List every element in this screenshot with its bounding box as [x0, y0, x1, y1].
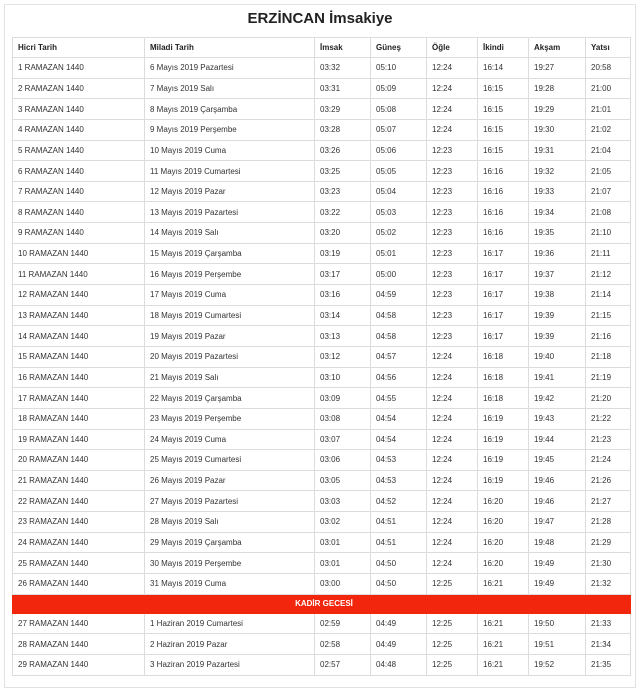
cell-ikindi: 16:16: [478, 181, 529, 202]
cell-ogle: 12:23: [427, 264, 478, 285]
cell-imsak: 03:23: [315, 181, 371, 202]
cell-hicri-tarih: 8 RAMAZAN 1440: [13, 202, 145, 223]
cell-yatsi: 21:23: [586, 429, 631, 450]
cell-gunes: 05:10: [371, 58, 427, 79]
cell-ikindi: 16:17: [478, 285, 529, 306]
cell-yatsi: 21:19: [586, 367, 631, 388]
cell-ikindi: 16:19: [478, 408, 529, 429]
table-row: [13, 223, 631, 244]
cell-gunes: 04:56: [371, 367, 427, 388]
table-row: [13, 408, 631, 429]
cell-yatsi: 21:22: [586, 408, 631, 429]
cell-gunes: 04:50: [371, 553, 427, 574]
cell-yatsi: 21:00: [586, 78, 631, 99]
cell-aksam: 19:46: [529, 491, 586, 512]
cell-ogle: 12:24: [427, 512, 478, 533]
cell-gunes: 05:05: [371, 161, 427, 182]
cell-miladi-tarih: 11 Mayıs 2019 Cumartesi: [145, 161, 315, 182]
cell-aksam: 19:46: [529, 470, 586, 491]
cell-miladi-tarih: 24 Mayıs 2019 Cuma: [145, 429, 315, 450]
table-row: [13, 367, 631, 388]
cell-ogle: 12:25: [427, 613, 478, 634]
cell-yatsi: 21:18: [586, 346, 631, 367]
cell-imsak: 03:01: [315, 532, 371, 553]
cell-miladi-tarih: 2 Haziran 2019 Pazar: [145, 634, 315, 655]
cell-ikindi: 16:18: [478, 388, 529, 409]
cell-aksam: 19:40: [529, 346, 586, 367]
kadir-gecesi-row: [13, 594, 631, 613]
cell-yatsi: 21:12: [586, 264, 631, 285]
cell-imsak: 03:17: [315, 264, 371, 285]
cell-ogle: 12:24: [427, 470, 478, 491]
cell-miladi-tarih: 6 Mayıs 2019 Pazartesi: [145, 58, 315, 79]
header-miladi-tarih: Miladi Tarih: [145, 38, 315, 58]
table-body: [13, 58, 631, 676]
cell-gunes: 05:09: [371, 78, 427, 99]
cell-aksam: 19:27: [529, 58, 586, 79]
cell-aksam: 19:41: [529, 367, 586, 388]
cell-gunes: 04:49: [371, 613, 427, 634]
cell-gunes: 04:54: [371, 429, 427, 450]
cell-miladi-tarih: 12 Mayıs 2019 Pazar: [145, 181, 315, 202]
cell-ikindi: 16:19: [478, 470, 529, 491]
cell-hicri-tarih: 17 RAMAZAN 1440: [13, 388, 145, 409]
cell-gunes: 04:52: [371, 491, 427, 512]
table-row: [13, 346, 631, 367]
table-row: [13, 450, 631, 471]
cell-aksam: 19:44: [529, 429, 586, 450]
cell-yatsi: 21:20: [586, 388, 631, 409]
cell-miladi-tarih: 3 Haziran 2019 Pazartesi: [145, 654, 315, 675]
cell-ikindi: 16:16: [478, 202, 529, 223]
cell-aksam: 19:49: [529, 553, 586, 574]
cell-hicri-tarih: 21 RAMAZAN 1440: [13, 470, 145, 491]
table-row: [13, 326, 631, 347]
cell-miladi-tarih: 8 Mayıs 2019 Çarşamba: [145, 99, 315, 120]
cell-imsak: 03:25: [315, 161, 371, 182]
cell-ikindi: 16:19: [478, 450, 529, 471]
cell-aksam: 19:30: [529, 119, 586, 140]
cell-ogle: 12:23: [427, 285, 478, 306]
cell-miladi-tarih: 17 Mayıs 2019 Cuma: [145, 285, 315, 306]
cell-gunes: 04:51: [371, 532, 427, 553]
table-row: [13, 140, 631, 161]
cell-gunes: 04:55: [371, 388, 427, 409]
cell-hicri-tarih: 18 RAMAZAN 1440: [13, 408, 145, 429]
cell-gunes: 05:07: [371, 119, 427, 140]
table-row: [13, 470, 631, 491]
cell-ogle: 12:23: [427, 161, 478, 182]
table-row: [13, 429, 631, 450]
cell-ikindi: 16:16: [478, 223, 529, 244]
cell-ogle: 12:24: [427, 553, 478, 574]
cell-ikindi: 16:15: [478, 99, 529, 120]
cell-imsak: 03:00: [315, 574, 371, 595]
cell-ogle: 12:24: [427, 346, 478, 367]
cell-miladi-tarih: 10 Mayıs 2019 Cuma: [145, 140, 315, 161]
cell-yatsi: 21:28: [586, 512, 631, 533]
cell-imsak: 03:20: [315, 223, 371, 244]
cell-imsak: 03:28: [315, 119, 371, 140]
table-row: [13, 388, 631, 409]
cell-yatsi: 21:32: [586, 574, 631, 595]
cell-aksam: 19:39: [529, 305, 586, 326]
cell-ikindi: 16:20: [478, 532, 529, 553]
cell-ogle: 12:23: [427, 223, 478, 244]
cell-ogle: 12:24: [427, 58, 478, 79]
cell-miladi-tarih: 26 Mayıs 2019 Pazar: [145, 470, 315, 491]
cell-aksam: 19:52: [529, 654, 586, 675]
cell-miladi-tarih: 22 Mayıs 2019 Çarşamba: [145, 388, 315, 409]
cell-hicri-tarih: 3 RAMAZAN 1440: [13, 99, 145, 120]
cell-hicri-tarih: 26 RAMAZAN 1440: [13, 574, 145, 595]
cell-yatsi: 21:11: [586, 243, 631, 264]
table-row: [13, 181, 631, 202]
cell-ogle: 12:24: [427, 99, 478, 120]
header-row: [13, 38, 631, 58]
cell-ogle: 12:24: [427, 429, 478, 450]
cell-aksam: 19:39: [529, 326, 586, 347]
cell-yatsi: 21:04: [586, 140, 631, 161]
header-ogle: Öğle: [427, 38, 478, 58]
table-row: [13, 264, 631, 285]
header-hicri-tarih: Hicri Tarih: [13, 38, 145, 58]
cell-aksam: 19:49: [529, 574, 586, 595]
cell-imsak: 03:12: [315, 346, 371, 367]
cell-ogle: 12:24: [427, 491, 478, 512]
cell-aksam: 19:38: [529, 285, 586, 306]
cell-gunes: 04:48: [371, 654, 427, 675]
cell-ogle: 12:23: [427, 140, 478, 161]
header-yatsi: Yatsı: [586, 38, 631, 58]
imsakiye-table: [12, 37, 631, 676]
cell-ikindi: 16:21: [478, 613, 529, 634]
cell-gunes: 05:02: [371, 223, 427, 244]
cell-yatsi: 21:10: [586, 223, 631, 244]
table-row: [13, 285, 631, 306]
cell-yatsi: 21:14: [586, 285, 631, 306]
cell-miladi-tarih: 19 Mayıs 2019 Pazar: [145, 326, 315, 347]
cell-ogle: 12:24: [427, 367, 478, 388]
header-gunes: Güneş: [371, 38, 427, 58]
cell-hicri-tarih: 4 RAMAZAN 1440: [13, 119, 145, 140]
cell-aksam: 19:50: [529, 613, 586, 634]
table-header: [13, 38, 631, 58]
cell-gunes: 04:49: [371, 634, 427, 655]
cell-ogle: 12:24: [427, 532, 478, 553]
cell-ikindi: 16:21: [478, 654, 529, 675]
table-row: [13, 202, 631, 223]
cell-yatsi: 21:33: [586, 613, 631, 634]
cell-aksam: 19:45: [529, 450, 586, 471]
cell-ikindi: 16:20: [478, 491, 529, 512]
cell-yatsi: 21:27: [586, 491, 631, 512]
cell-gunes: 04:59: [371, 285, 427, 306]
cell-gunes: 04:50: [371, 574, 427, 595]
cell-miladi-tarih: 20 Mayıs 2019 Pazartesi: [145, 346, 315, 367]
cell-hicri-tarih: 10 RAMAZAN 1440: [13, 243, 145, 264]
cell-aksam: 19:36: [529, 243, 586, 264]
cell-hicri-tarih: 14 RAMAZAN 1440: [13, 326, 145, 347]
cell-miladi-tarih: 31 Mayıs 2019 Cuma: [145, 574, 315, 595]
cell-aksam: 19:33: [529, 181, 586, 202]
cell-yatsi: 21:05: [586, 161, 631, 182]
cell-hicri-tarih: 11 RAMAZAN 1440: [13, 264, 145, 285]
cell-hicri-tarih: 29 RAMAZAN 1440: [13, 654, 145, 675]
table-row: [13, 491, 631, 512]
cell-ogle: 12:23: [427, 202, 478, 223]
cell-ikindi: 16:15: [478, 140, 529, 161]
cell-hicri-tarih: 20 RAMAZAN 1440: [13, 450, 145, 471]
cell-gunes: 05:03: [371, 202, 427, 223]
cell-ogle: 12:24: [427, 119, 478, 140]
cell-aksam: 19:47: [529, 512, 586, 533]
cell-ogle: 12:25: [427, 654, 478, 675]
cell-imsak: 03:13: [315, 326, 371, 347]
cell-miladi-tarih: 27 Mayıs 2019 Pazartesi: [145, 491, 315, 512]
table-row: [13, 634, 631, 655]
cell-miladi-tarih: 29 Mayıs 2019 Çarşamba: [145, 532, 315, 553]
cell-ikindi: 16:17: [478, 305, 529, 326]
cell-gunes: 04:53: [371, 470, 427, 491]
cell-hicri-tarih: 25 RAMAZAN 1440: [13, 553, 145, 574]
cell-hicri-tarih: 19 RAMAZAN 1440: [13, 429, 145, 450]
table-row: [13, 119, 631, 140]
cell-imsak: 03:22: [315, 202, 371, 223]
page-title: ERZİNCAN İmsakiye: [247, 10, 393, 27]
cell-gunes: 04:54: [371, 408, 427, 429]
cell-hicri-tarih: 12 RAMAZAN 1440: [13, 285, 145, 306]
cell-aksam: 19:43: [529, 408, 586, 429]
cell-imsak: 03:19: [315, 243, 371, 264]
cell-ogle: 12:23: [427, 305, 478, 326]
cell-ikindi: 16:21: [478, 574, 529, 595]
cell-ikindi: 16:17: [478, 264, 529, 285]
cell-imsak: 03:07: [315, 429, 371, 450]
kadir-gecesi-label: KADİR GECESİ: [13, 594, 631, 613]
cell-imsak: 02:57: [315, 654, 371, 675]
cell-hicri-tarih: 16 RAMAZAN 1440: [13, 367, 145, 388]
cell-miladi-tarih: 25 Mayıs 2019 Cumartesi: [145, 450, 315, 471]
cell-aksam: 19:29: [529, 99, 586, 120]
cell-ogle: 12:24: [427, 450, 478, 471]
cell-hicri-tarih: 13 RAMAZAN 1440: [13, 305, 145, 326]
cell-imsak: 03:09: [315, 388, 371, 409]
cell-gunes: 04:58: [371, 326, 427, 347]
cell-hicri-tarih: 15 RAMAZAN 1440: [13, 346, 145, 367]
cell-imsak: 03:29: [315, 99, 371, 120]
cell-miladi-tarih: 9 Mayıs 2019 Perşembe: [145, 119, 315, 140]
cell-yatsi: 21:30: [586, 553, 631, 574]
table-row: [13, 58, 631, 79]
cell-imsak: 03:03: [315, 491, 371, 512]
cell-hicri-tarih: 24 RAMAZAN 1440: [13, 532, 145, 553]
table-row: [13, 243, 631, 264]
cell-miladi-tarih: 18 Mayıs 2019 Cumartesi: [145, 305, 315, 326]
header-imsak: İmsak: [315, 38, 371, 58]
cell-miladi-tarih: 23 Mayıs 2019 Perşembe: [145, 408, 315, 429]
cell-yatsi: 21:29: [586, 532, 631, 553]
cell-yatsi: 21:34: [586, 634, 631, 655]
cell-ikindi: 16:19: [478, 429, 529, 450]
table-row: [13, 613, 631, 634]
cell-ikindi: 16:18: [478, 367, 529, 388]
cell-hicri-tarih: 7 RAMAZAN 1440: [13, 181, 145, 202]
cell-imsak: 03:02: [315, 512, 371, 533]
cell-yatsi: 21:16: [586, 326, 631, 347]
table-row: [13, 532, 631, 553]
cell-ogle: 12:24: [427, 408, 478, 429]
cell-hicri-tarih: 22 RAMAZAN 1440: [13, 491, 145, 512]
table-row: [13, 161, 631, 182]
cell-miladi-tarih: 30 Mayıs 2019 Perşembe: [145, 553, 315, 574]
cell-gunes: 05:00: [371, 264, 427, 285]
cell-miladi-tarih: 1 Haziran 2019 Cumartesi: [145, 613, 315, 634]
cell-gunes: 05:06: [371, 140, 427, 161]
cell-yatsi: 21:08: [586, 202, 631, 223]
cell-ikindi: 16:17: [478, 243, 529, 264]
cell-ikindi: 16:21: [478, 634, 529, 655]
cell-yatsi: 21:24: [586, 450, 631, 471]
cell-yatsi: 21:01: [586, 99, 631, 120]
cell-miladi-tarih: 15 Mayıs 2019 Çarşamba: [145, 243, 315, 264]
cell-imsak: 03:31: [315, 78, 371, 99]
cell-imsak: 03:06: [315, 450, 371, 471]
cell-ikindi: 16:15: [478, 119, 529, 140]
cell-ogle: 12:24: [427, 78, 478, 99]
cell-aksam: 19:35: [529, 223, 586, 244]
cell-miladi-tarih: 7 Mayıs 2019 Salı: [145, 78, 315, 99]
header-aksam: Akşam: [529, 38, 586, 58]
cell-ikindi: 16:16: [478, 161, 529, 182]
cell-hicri-tarih: 6 RAMAZAN 1440: [13, 161, 145, 182]
cell-aksam: 19:37: [529, 264, 586, 285]
cell-aksam: 19:48: [529, 532, 586, 553]
cell-aksam: 19:32: [529, 161, 586, 182]
cell-imsak: 03:01: [315, 553, 371, 574]
cell-aksam: 19:31: [529, 140, 586, 161]
cell-yatsi: 21:35: [586, 654, 631, 675]
cell-aksam: 19:34: [529, 202, 586, 223]
cell-ogle: 12:25: [427, 634, 478, 655]
cell-aksam: 19:42: [529, 388, 586, 409]
cell-ikindi: 16:20: [478, 512, 529, 533]
cell-hicri-tarih: 5 RAMAZAN 1440: [13, 140, 145, 161]
cell-yatsi: 21:15: [586, 305, 631, 326]
cell-ikindi: 16:14: [478, 58, 529, 79]
cell-ogle: 12:23: [427, 181, 478, 202]
cell-miladi-tarih: 14 Mayıs 2019 Salı: [145, 223, 315, 244]
table-row: [13, 99, 631, 120]
table-row: [13, 78, 631, 99]
cell-imsak: 03:14: [315, 305, 371, 326]
cell-gunes: 05:08: [371, 99, 427, 120]
table-row: [13, 553, 631, 574]
cell-ogle: 12:23: [427, 326, 478, 347]
cell-imsak: 03:08: [315, 408, 371, 429]
cell-ogle: 12:25: [427, 574, 478, 595]
cell-miladi-tarih: 16 Mayıs 2019 Perşembe: [145, 264, 315, 285]
cell-imsak: 03:26: [315, 140, 371, 161]
cell-gunes: 04:53: [371, 450, 427, 471]
cell-aksam: 19:51: [529, 634, 586, 655]
cell-miladi-tarih: 13 Mayıs 2019 Pazartesi: [145, 202, 315, 223]
cell-ogle: 12:23: [427, 243, 478, 264]
cell-miladi-tarih: 21 Mayıs 2019 Salı: [145, 367, 315, 388]
cell-ikindi: 16:18: [478, 346, 529, 367]
cell-gunes: 05:04: [371, 181, 427, 202]
cell-imsak: 03:32: [315, 58, 371, 79]
cell-imsak: 02:58: [315, 634, 371, 655]
cell-yatsi: 21:26: [586, 470, 631, 491]
cell-ogle: 12:24: [427, 388, 478, 409]
table-row: [13, 512, 631, 533]
cell-miladi-tarih: 28 Mayıs 2019 Salı: [145, 512, 315, 533]
cell-yatsi: 20:58: [586, 58, 631, 79]
cell-hicri-tarih: 9 RAMAZAN 1440: [13, 223, 145, 244]
cell-yatsi: 21:02: [586, 119, 631, 140]
cell-gunes: 04:58: [371, 305, 427, 326]
cell-hicri-tarih: 2 RAMAZAN 1440: [13, 78, 145, 99]
cell-gunes: 04:57: [371, 346, 427, 367]
cell-aksam: 19:28: [529, 78, 586, 99]
cell-hicri-tarih: 23 RAMAZAN 1440: [13, 512, 145, 533]
table-row: [13, 574, 631, 595]
header-ikindi: İkindi: [478, 38, 529, 58]
cell-ikindi: 16:15: [478, 78, 529, 99]
table-row: [13, 654, 631, 675]
cell-ikindi: 16:20: [478, 553, 529, 574]
cell-imsak: 03:10: [315, 367, 371, 388]
cell-imsak: 03:05: [315, 470, 371, 491]
cell-imsak: 03:16: [315, 285, 371, 306]
cell-gunes: 04:51: [371, 512, 427, 533]
cell-yatsi: 21:07: [586, 181, 631, 202]
cell-hicri-tarih: 1 RAMAZAN 1440: [13, 58, 145, 79]
cell-ikindi: 16:17: [478, 326, 529, 347]
cell-hicri-tarih: 27 RAMAZAN 1440: [13, 613, 145, 634]
cell-hicri-tarih: 28 RAMAZAN 1440: [13, 634, 145, 655]
cell-imsak: 02:59: [315, 613, 371, 634]
table-row: [13, 305, 631, 326]
cell-gunes: 05:01: [371, 243, 427, 264]
